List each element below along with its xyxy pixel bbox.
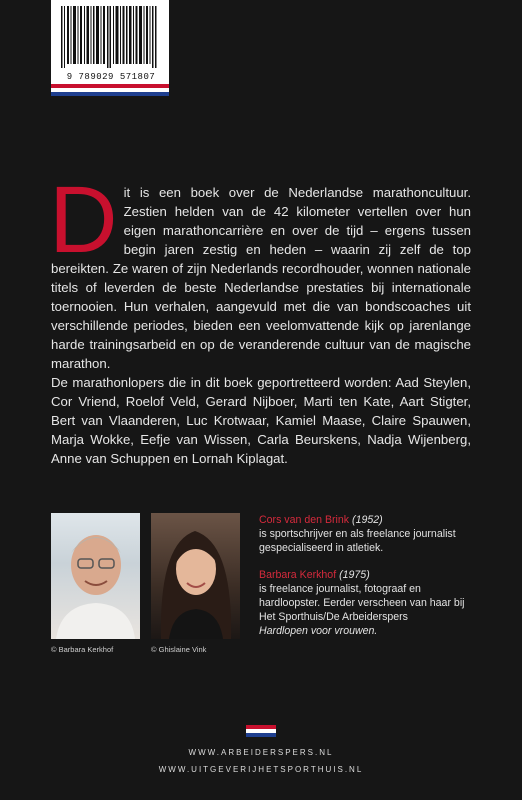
blurb-paragraph-2: De marathonlopers die in dit boek geportretteerd worden: Aad Steylen, Cor Vriend, Roelof Veld, Gerard Nijboer, Marti ten Kate, Aart Stigter, Bert van Vlaanderen, Luc Krotwaar, Kamiel Maase, Claire Spauwen, Marja Wokke, Eefje van Wissen, Carla Beurskens, Nadja Wijenberg, Anne van Schuppen en Lornah Kiplagat.	[51, 375, 471, 466]
barcode-bars	[61, 6, 159, 68]
author-photo-barbara	[151, 513, 240, 639]
author-name: Cors van den Brink	[259, 514, 350, 526]
author-bio-text: is sportschrijver en als freelance journalist gespecialiseerd in atletiek.	[259, 528, 456, 554]
photo-credit-1: © Barbara Kerkhof	[51, 645, 114, 654]
isbn-number: 9 789029 571807	[66, 72, 156, 82]
photo-credit-2: © Ghislaine Vink	[151, 645, 207, 654]
dutch-flag-stripe	[51, 84, 169, 96]
author-bio-barbara	[259, 568, 479, 638]
author-name: Barbara Kerkhof	[259, 569, 337, 581]
blurb-paragraph-1: it is een boek over de Nederlandse marathoncultuur. Zestien helden van de 42 kilometer vertellen over hun eigen marathoncarrière en over de tijd – ergens tussen begin jaren zestig en heden – waarin zij zelf de top bereikten. Ze waren of zijn Nederlands recordhouder, wonnen nationale titels of leverden de beste Nederlandse prestaties bij internationale toernooien. Hun verhalen, aangevuld met die van bondscoaches uit verschillende periodes, bieden een veelomvattende kijk op jarenlange harde trainingsarbeid en op de veranderende cultuur van de magische marathon.	[51, 185, 471, 371]
author-bio-cors	[259, 513, 479, 555]
dutch-flag-small	[246, 725, 276, 737]
drop-cap: D	[49, 167, 118, 273]
author-year: (1975)	[339, 569, 370, 581]
barcode	[51, 0, 169, 84]
publisher-url-arbeiderspers[interactable]: WWW.ARBEIDERSPERS.NL	[188, 748, 334, 757]
blurb-text	[49, 167, 471, 468]
author-photo-cors	[51, 513, 140, 639]
author-year: (1952)	[352, 514, 383, 526]
publisher-url-sporthuis[interactable]: WWW.UITGEVERIJHETSPORTHUIS.NL	[158, 765, 364, 774]
book-title: Hardlopen voor vrouwen.	[259, 625, 378, 637]
author-bio-text: is freelance journalist, fotograaf en hardloopster. Eerder verscheen van haar bij Het Sporthuis/De Arbeiderspers	[259, 583, 465, 623]
